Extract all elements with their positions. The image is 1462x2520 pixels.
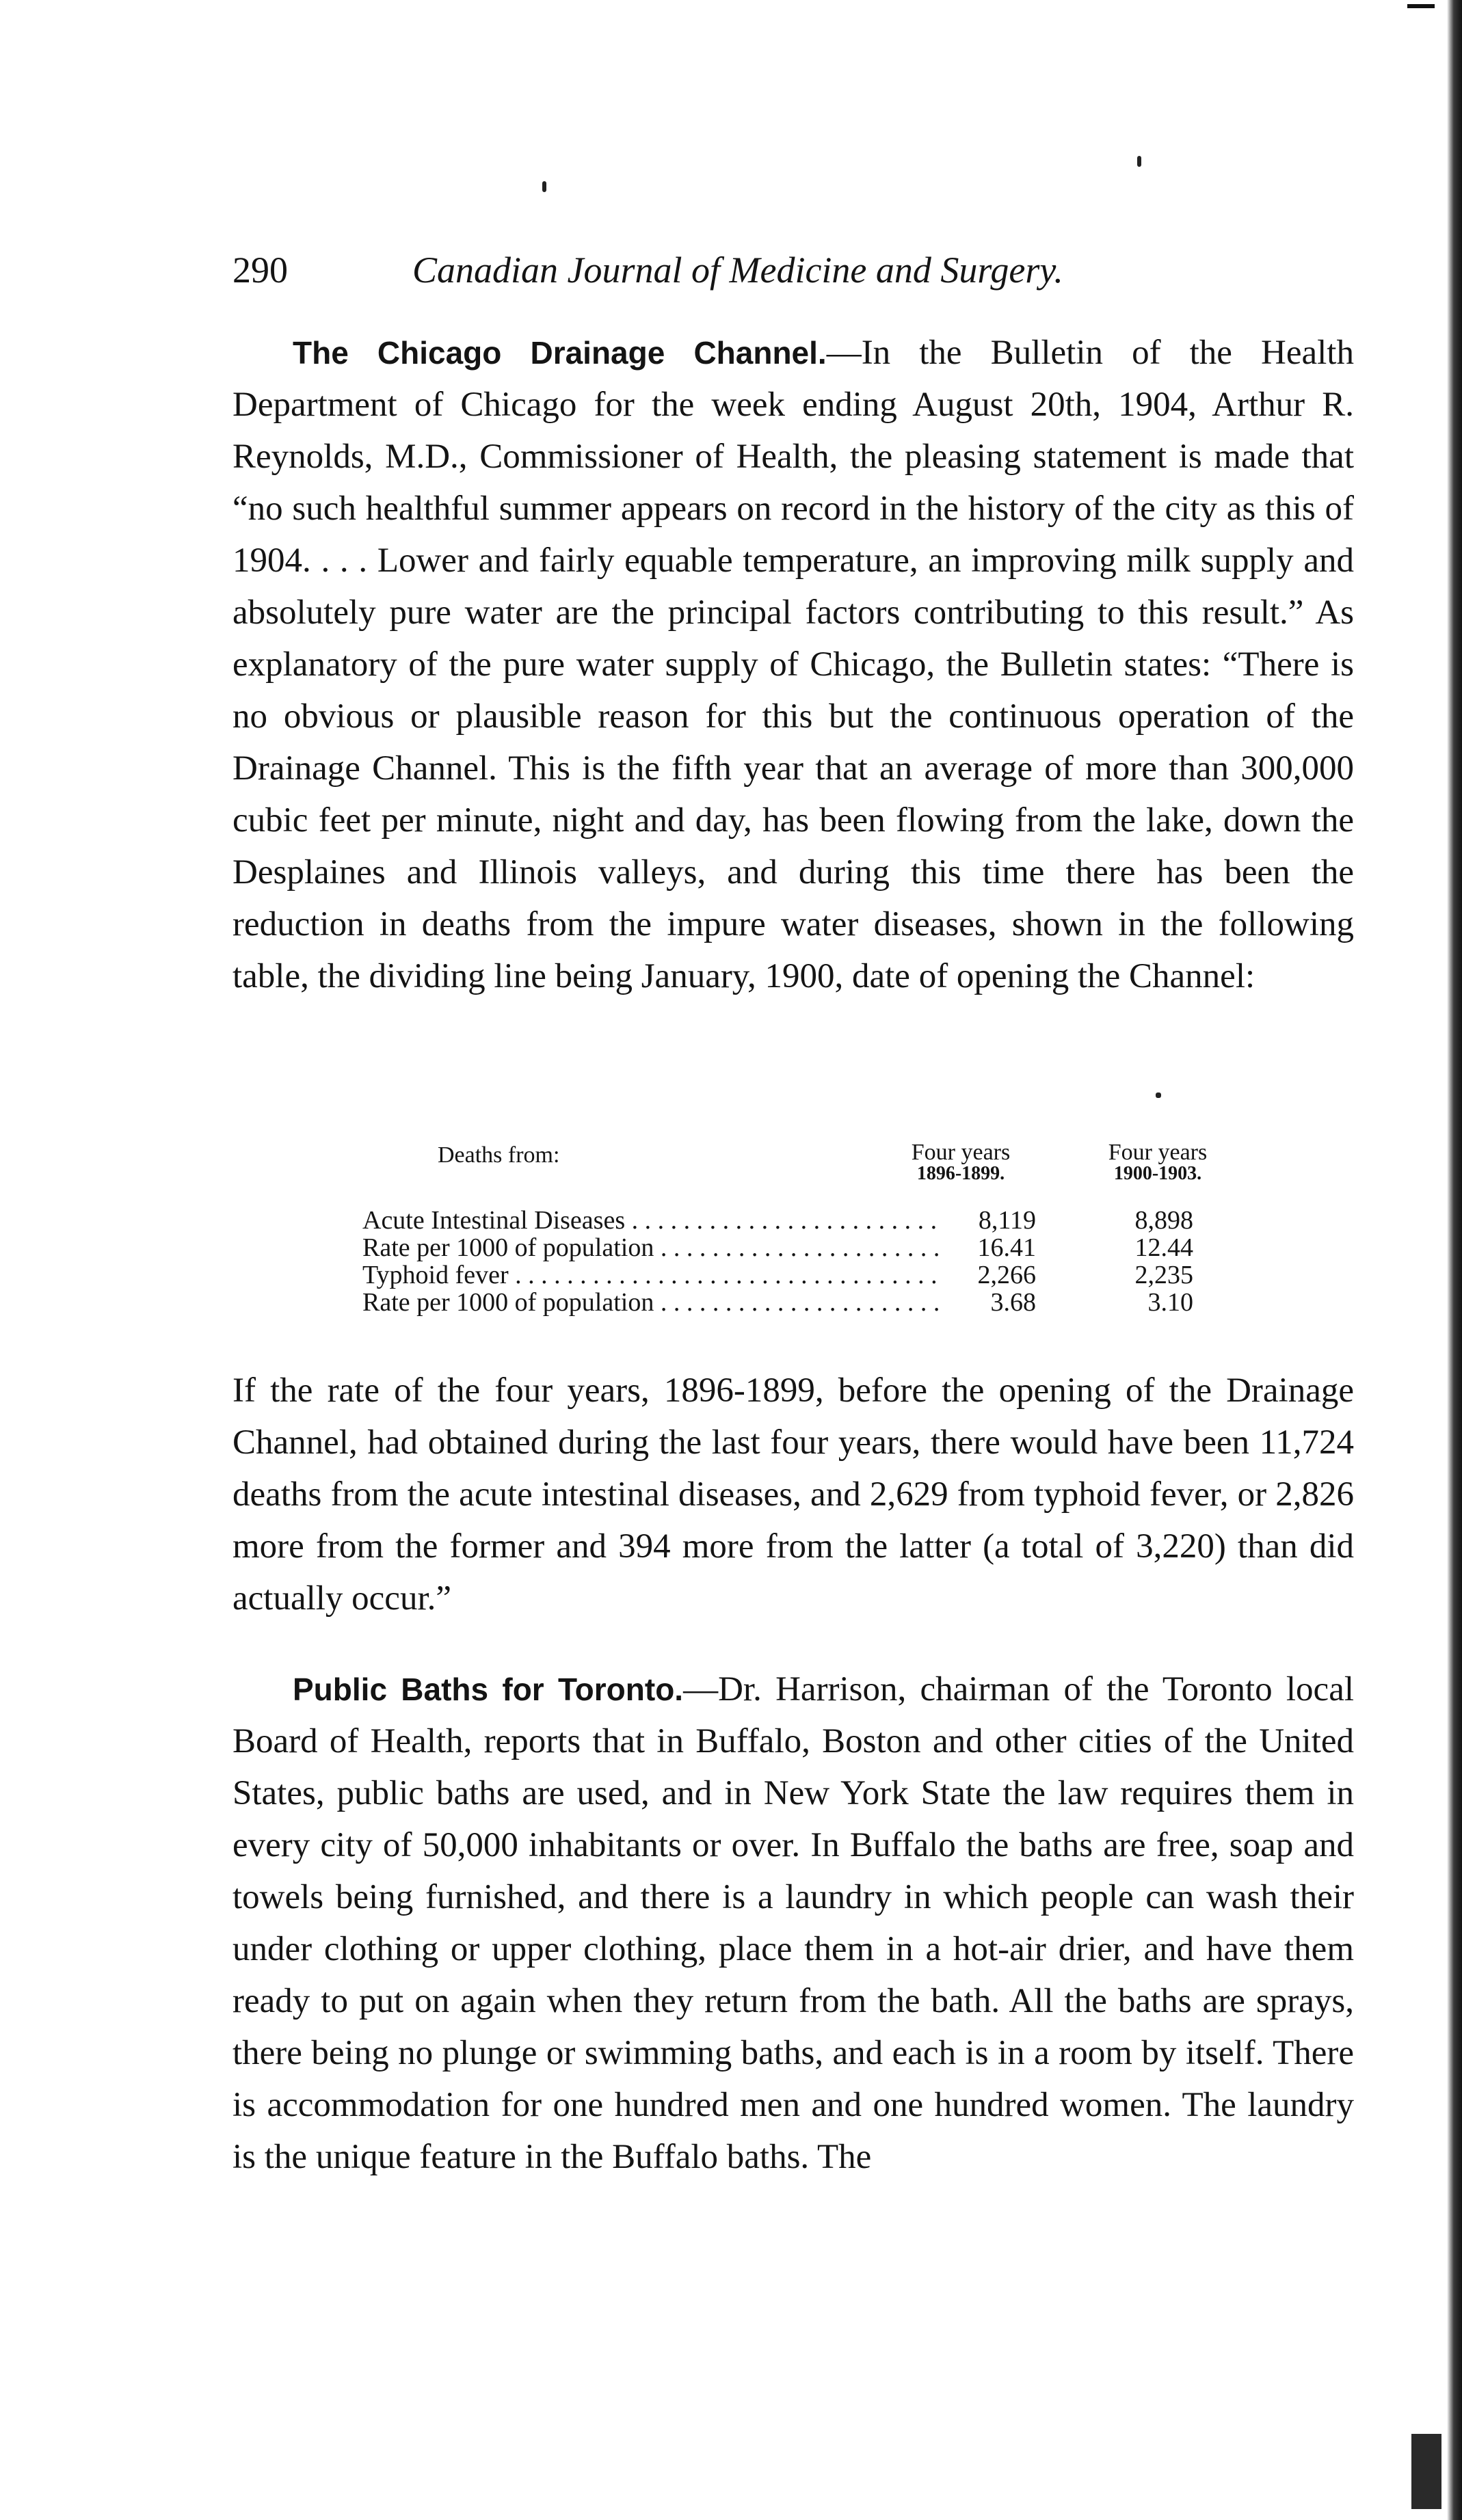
edge-speck (1407, 4, 1435, 8)
stray-mark (542, 181, 546, 192)
column-years: 1896-1899. (916, 1163, 1005, 1184)
journal-title: Canadian Journal of Medicine and Surgery. (412, 250, 1063, 291)
value-1896-1899: 16.41 (977, 1233, 1036, 1262)
paragraph-text: —Dr. Harrison, chairman of the Toronto local Board of Health, reports that in Buffalo, Boston and other cities of the United States, public baths are used, and in New York State the law requires them in every city of 50,000 inhabitants or over. In Buffalo the baths are free, soap and towels being furnished, and there is a laundry in which people can wash their under clothing or upper clothing, place them in a hot-air drier, and have them ready to put on again when they return from the bath. All the baths are sprays, there being no plunge or swimming baths, and each is in a room by itself. There is accommodation for one hundred men and one hundred women. The laundry is the unique feature in the Buffalo baths. The (232, 1670, 1354, 2176)
paragraph-chicago-drainage (232, 327, 1354, 1002)
paragraph-chicago-continued: If the rate of the four years, 1896-1899, before the opening of the Drainage Channel, had obtained during the last four years, there would have been 11,724 deaths from the acute intestinal diseases, and 2,629 from typhoid fever, or 2,826 more from the former and 394 more from the latter (a total of 3,220) than did actually occur.” (232, 1371, 1354, 1618)
column-label: Four years (1108, 1140, 1208, 1165)
paragraph-toronto-baths (232, 1663, 1354, 2183)
table-column-header (1076, 1142, 1240, 1184)
table-row (362, 1234, 1279, 1261)
column-label: Four years (911, 1140, 1011, 1165)
page-number: 290 (232, 250, 288, 291)
value-1896-1899: 8,119 (978, 1206, 1036, 1235)
row-label: Rate per 1000 of population . . . (362, 1289, 944, 1316)
value-1896-1899: 2,266 (977, 1261, 1036, 1289)
value-1900-1903: 2,235 (1134, 1261, 1193, 1289)
stray-mark (1156, 1093, 1161, 1098)
value-1900-1903: 12.44 (1134, 1233, 1193, 1262)
value-1896-1899: 3.68 (990, 1288, 1036, 1317)
row-label: Acute Intestinal Diseases . . . (362, 1207, 944, 1234)
value-1900-1903: 3.10 (1147, 1288, 1193, 1317)
value-1900-1903: 8,898 (1134, 1206, 1193, 1235)
table-row (362, 1261, 1279, 1289)
row-label: Typhoid fever . . . (362, 1261, 944, 1289)
running-head (232, 243, 1190, 297)
table-row-header: Deaths from: (438, 1142, 560, 1168)
stray-mark (1137, 156, 1141, 167)
section-heading-toronto: Public Baths for Toronto. (293, 1672, 684, 1707)
table-row (362, 1289, 1279, 1316)
section-heading-chicago: The Chicago Drainage Channel. (293, 335, 827, 371)
table-row (362, 1207, 1279, 1234)
column-years: 1900-1903. (1113, 1163, 1202, 1184)
table-column-header (879, 1142, 1043, 1184)
page-edge-shadow (1447, 0, 1462, 2520)
row-label: Rate per 1000 of population . . . (362, 1234, 944, 1261)
paragraph-text: —In the Bulletin of the Health Department of Chicago for the week ending August 20th, 1904, Arthur R. Reynolds, M.D., Commissioner of Health, the pleasing statement is made that “no such healthful summer appears on record in the history of the city as this of 1904. . . . Lower and fairly equable temperature, an improving milk supply and absolutely pure water are the principal factors contributing to this result.” As explanatory of the pure water supply of Chicago, the Bulletin states: “There is no obvious or plausible reason for this but the continuous operation of the Drainage Channel. This is the fifth year that an average of more than 300,000 cubic feet per minute, night and day, has been flowing from the lake, down the Desplaines and Illinois valleys, and during this time there has been the reduction in deaths from the impure water diseases, shown in the following table, the dividing line being January, 1900, date of opening the Channel: (232, 334, 1354, 995)
edge-speck (1411, 2434, 1441, 2509)
